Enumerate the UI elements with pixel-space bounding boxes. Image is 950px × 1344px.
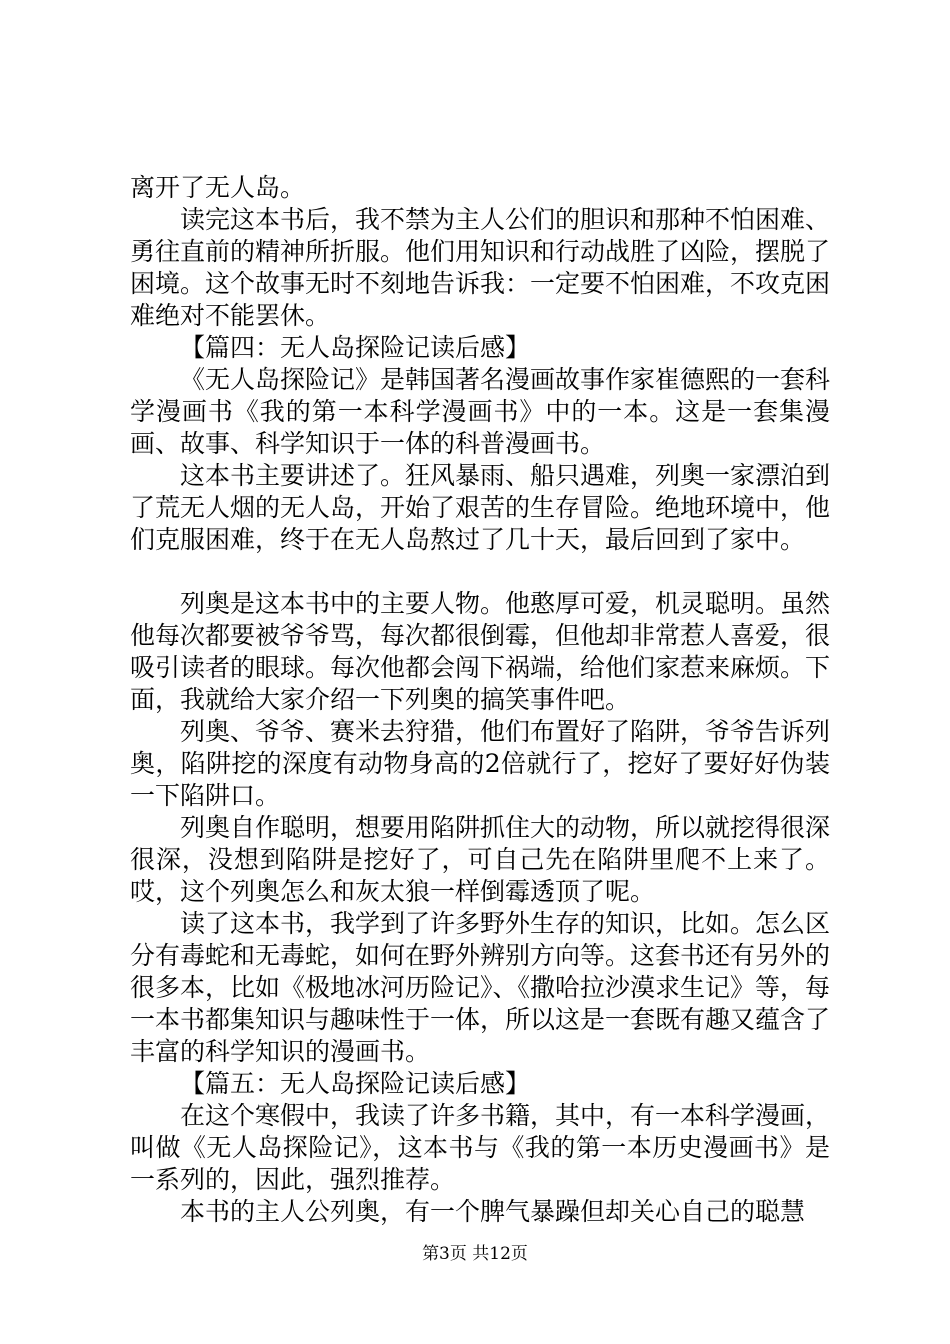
paragraph-hunting: 列奥、爷爷、赛米去狩猎，他们布置好了陷阱，爷爷告诉列奥，陷阱挖的深度有动物身高的2倍就行了，挖好了要好好伪装一下陷阱口。 xyxy=(130,717,831,810)
page-footer: 第3页 共12页 xyxy=(422,1244,528,1264)
paragraph-reflection: 读完这本书后，我不禁为主人公们的胆识和那种不怕困难、勇往直前的精神所折服。他们用知识和行动战胜了凶险，摆脱了困境。这个故事无时不刻地告诉我：一定要不怕困难，不攻克困难绝对不能罢休。 xyxy=(130,205,831,330)
paragraph-book-intro: 《无人岛探险记》是韩国著名漫画故事作家崔德熙的一套科学漫画书《我的第一本科学漫画书》中的一本。这是一套集漫画、故事、科学知识于一体的科普漫画书。 xyxy=(130,365,831,458)
paragraph-continuation: 离开了无人岛。 xyxy=(130,173,306,202)
paragraph-protagonist: 本书的主人公列奥，有一个脾气暴躁但却关心自己的聪慧 xyxy=(180,1197,806,1226)
paragraph-winter-reading: 在这个寒假中，我读了许多书籍，其中，有一本科学漫画，叫做《无人岛探险记》，这本书与《我的第一本历史漫画书》是一系列的，因此，强烈推荐。 xyxy=(130,1101,831,1194)
section-heading-part-five: 【篇五：无人岛探险记读后感】 xyxy=(180,1069,531,1098)
document-body xyxy=(130,172,830,1228)
paragraph-lessons: 读了这本书，我学到了许多野外生存的知识，比如。怎么区分有毒蛇和无毒蛇，如何在野外辨别方向等。这套书还有另外的很多本，比如《极地冰河历险记》、《撒哈拉沙漠求生记》等，每一本书都集知识与趣味性于一体，所以这是一套既有趣又蕴含了丰富的科学知识的漫画书。 xyxy=(130,909,831,1066)
paragraph-plot-summary: 这本书主要讲述了。狂风暴雨、船只遇难，列奥一家漂泊到了荒无人烟的无人岛，开始了艰苦的生存冒险。绝地环境中，他们克服困难，终于在无人岛熬过了几十天，最后回到了家中。 xyxy=(130,461,831,554)
paragraph-trap: 列奥自作聪明，想要用陷阱抓住大的动物，所以就挖得很深很深，没想到陷阱是挖好了，可自己先在陷阱里爬不上来了。哎，这个列奥怎么和灰太狼一样倒霉透顶了呢。 xyxy=(130,813,831,906)
section-heading-part-four: 【篇四：无人岛探险记读后感】 xyxy=(180,333,531,362)
paragraph-main-character: 列奥是这本书中的主要人物。他憨厚可爱，机灵聪明。虽然他每次都要被爷爷骂，每次都很倒霉，但他却非常惹人喜爱，很吸引读者的眼球。每次他都会闯下祸端，给他们家惹来麻烦。下面，我就给大家介绍一下列奥的搞笑事件吧。 xyxy=(130,589,831,714)
